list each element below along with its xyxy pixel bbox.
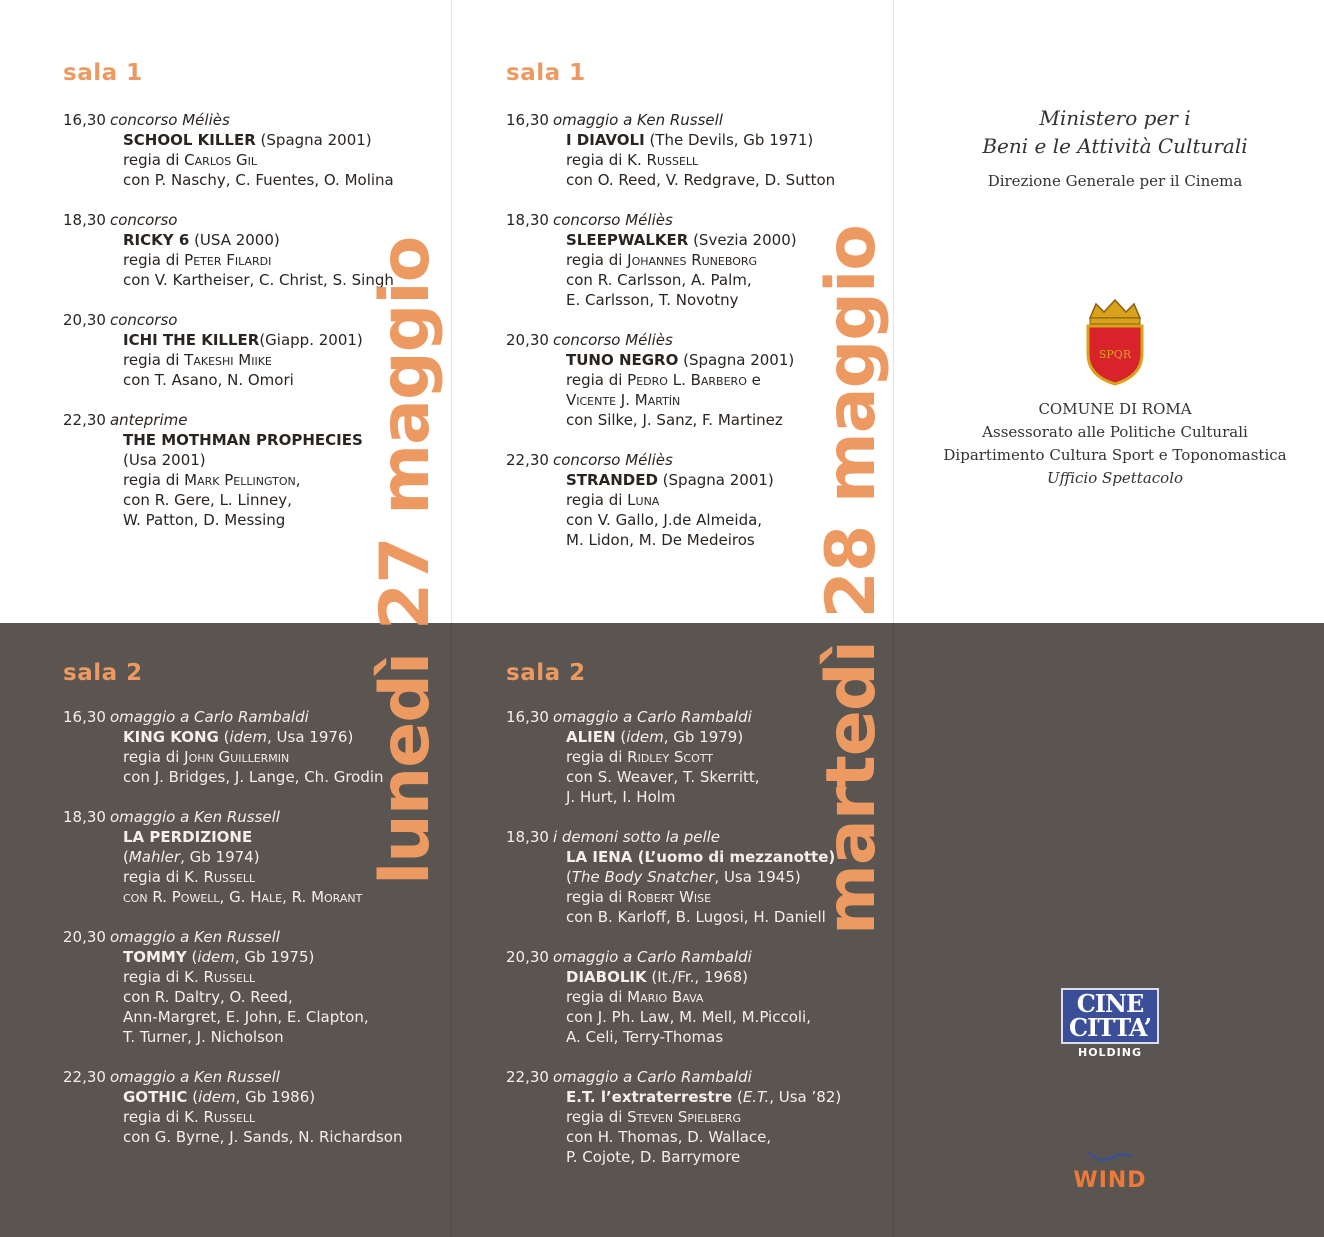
director-name: Takeshi Miike <box>184 351 272 369</box>
director-line <box>63 350 394 370</box>
director-name: K. Russell <box>184 968 256 986</box>
schedule-entry <box>63 807 402 907</box>
regia-label: regia di <box>123 748 185 766</box>
film-title: TUNO NEGRO <box>566 351 679 369</box>
film-info: (USA 2000) <box>189 231 280 249</box>
showtime: 18,30 <box>506 828 549 846</box>
director-joiner: e <box>746 371 761 389</box>
time-line <box>63 927 402 947</box>
film-title: I DIAVOLI <box>566 131 645 149</box>
director-name: Pedro L. Barbero <box>627 371 747 389</box>
regia-label: regia di <box>566 371 628 389</box>
film-info: , Usa 1976) <box>267 728 354 746</box>
wind-logo <box>1050 1148 1170 1193</box>
title-line <box>63 430 394 450</box>
showtime: 22,30 <box>63 411 106 429</box>
director-name: Luna <box>627 491 660 509</box>
cast-line: W. Patton, D. Messing <box>123 511 286 529</box>
film-info: (Spagna 2001) <box>255 131 372 149</box>
film-title: ICHI THE KILLER <box>123 331 260 349</box>
film-info: , Gb 1975) <box>234 948 315 966</box>
time-line <box>506 110 835 130</box>
cinecitta-line2: CITTA’ <box>1068 1013 1151 1042</box>
director-line <box>506 1107 841 1127</box>
regia-label: regia di <box>123 471 185 489</box>
title-line <box>506 130 835 150</box>
original-title: Mahler <box>128 848 181 866</box>
cast-line: con O. Reed, V. Redgrave, D. Sutton <box>566 171 836 189</box>
film-title: LA PERDIZIONE <box>123 828 253 846</box>
director-name: Steven Spielberg <box>627 1108 741 1126</box>
showtime: 16,30 <box>506 111 549 129</box>
film-title: LA IENA (L’uomo di mezzanotte) <box>566 848 836 866</box>
time-line <box>506 450 835 470</box>
event-label: omaggio a Carlo Rambaldi <box>552 948 752 966</box>
film-title: DIABOLIK <box>566 968 647 986</box>
title-line <box>63 230 394 250</box>
schedule-entry <box>506 1067 841 1167</box>
schedule-entry <box>506 330 835 430</box>
event-label: omaggio a Carlo Rambaldi <box>552 708 752 726</box>
original-info: , Gb 1974) <box>180 848 260 866</box>
film-info: (Spagna 2001) <box>678 351 795 369</box>
time-line <box>63 1067 402 1087</box>
film-info: , Gb 1979) <box>663 728 744 746</box>
time-line <box>63 110 394 130</box>
cast-line: con R. Powell, G. Hale, R. Morant <box>123 888 363 906</box>
ministero-line1: Ministero per i <box>1039 106 1191 130</box>
fold-line <box>893 0 894 1237</box>
regia-label: regia di <box>123 1108 185 1126</box>
title-line: TOMMY (idem, Gb 1975) <box>123 948 315 966</box>
regia-label: regia di <box>123 351 185 369</box>
showtime: 16,30 <box>63 708 106 726</box>
regia-label: regia di <box>566 151 628 169</box>
day1-vertical-label: lunedì 27 maggio <box>366 236 445 885</box>
cast-line: A. Celi, Terry-Thomas <box>566 1028 724 1046</box>
schedule-entry <box>63 707 402 787</box>
roma-crest-icon <box>1082 296 1148 386</box>
film-info: (Giapp. 2001) <box>259 331 363 349</box>
director-line <box>506 150 835 170</box>
title-line <box>506 847 841 867</box>
regia-label: regia di <box>566 491 628 509</box>
title-line <box>506 350 835 370</box>
cast-line: con Silke, J. Sanz, F. Martinez <box>566 411 783 429</box>
regia-label: regia di <box>566 988 628 1006</box>
comune-line2: Assessorato alle Politiche Culturali <box>982 423 1248 441</box>
cast-line: Ann-Margret, E. John, E. Clapton, <box>123 1008 369 1026</box>
schedule-entry <box>63 1067 402 1147</box>
director-line <box>506 250 835 270</box>
event-label: concorso Méliès <box>552 211 673 229</box>
event-label: omaggio a Ken Russell <box>109 928 280 946</box>
film-title: SCHOOL KILLER <box>123 131 256 149</box>
schedule-entry <box>63 310 394 390</box>
event-label: concorso Méliès <box>552 451 673 469</box>
film-info: , Usa ’82) <box>769 1088 842 1106</box>
original-info: , Usa 1945) <box>714 868 801 886</box>
regia-label: regia di <box>123 968 185 986</box>
director-name: Robert Wise <box>627 888 712 906</box>
ministero-logo <box>920 104 1310 190</box>
title-line: E.T. l’extraterrestre (E.T., Usa ’82) <box>566 1088 842 1106</box>
film-title: TOMMY <box>123 948 187 966</box>
schedule-day2-sala1 <box>506 110 835 570</box>
director-name: Peter Filardi <box>184 251 272 269</box>
event-label: omaggio a Ken Russell <box>552 111 723 129</box>
regia-label: regia di <box>123 151 185 169</box>
cast-line: con B. Karloff, B. Lugosi, H. Daniell <box>566 908 826 926</box>
showtime: 20,30 <box>63 311 106 329</box>
cast-line: J. Hurt, I. Holm <box>566 788 676 806</box>
event-label: omaggio a Carlo Rambaldi <box>552 1068 752 1086</box>
schedule-entry <box>63 410 394 530</box>
schedule-entry <box>63 110 394 190</box>
sala2-heading-day2: sala 2 <box>506 660 586 686</box>
cast-line: con R. Carlsson, A. Palm, <box>566 271 752 289</box>
ministero-line2: Beni e le Attività Culturali <box>982 134 1248 158</box>
time-line <box>506 1067 841 1087</box>
event-label: concorso <box>109 211 178 229</box>
cast-line: con T. Asano, N. Omori <box>123 371 294 389</box>
original-title: The Body Snatcher <box>571 868 715 886</box>
comune-roma-block <box>920 296 1310 490</box>
director-line <box>63 150 394 170</box>
event-label: omaggio a Carlo Rambaldi <box>109 708 309 726</box>
cast-line: con V. Gallo, J.de Almeida, <box>566 511 763 529</box>
showtime: 22,30 <box>506 451 549 469</box>
original-title-line: (The Body Snatcher, Usa 1945) <box>566 868 801 886</box>
sala1-heading-day1: sala 1 <box>63 60 143 86</box>
regia-label: regia di <box>123 868 185 886</box>
director-line <box>506 987 841 1007</box>
cast-line: E. Carlsson, T. Novotny <box>566 291 739 309</box>
showtime: 16,30 <box>506 708 549 726</box>
title-line <box>63 130 394 150</box>
comune-line4: Ufficio Spettacolo <box>1046 469 1184 487</box>
cast-line: con J. Bridges, J. Lange, Ch. Grodin <box>123 768 384 786</box>
director-line <box>63 470 394 490</box>
director-name-2: Vicente J. Martín <box>566 391 681 409</box>
schedule-day2-sala2 <box>506 707 841 1187</box>
title-line <box>506 230 835 250</box>
schedule-entry <box>63 210 394 290</box>
regia-label: regia di <box>123 251 185 269</box>
time-line <box>63 210 394 230</box>
film-title: GOTHIC <box>123 1088 188 1106</box>
director-name: Johannes Runeborg <box>627 251 758 269</box>
time-line <box>506 947 841 967</box>
wind-swoosh-icon <box>1085 1148 1135 1164</box>
showtime: 18,30 <box>63 808 106 826</box>
showtime: 20,30 <box>506 331 549 349</box>
time-line <box>63 310 394 330</box>
director-line <box>506 887 841 907</box>
regia-label: regia di <box>566 888 628 906</box>
event-label: concorso <box>109 311 178 329</box>
cinecitta-logo <box>1060 988 1160 1059</box>
event-label: concorso Méliès <box>109 111 230 129</box>
time-line <box>506 210 835 230</box>
showtime: 20,30 <box>63 928 106 946</box>
event-label: omaggio a Ken Russell <box>109 808 280 826</box>
film-info-italic: E.T. <box>742 1088 770 1106</box>
film-info: , Gb 1986) <box>235 1088 316 1106</box>
event-label: omaggio a Ken Russell <box>109 1068 280 1086</box>
film-info: (It./Fr., 1968) <box>646 968 748 986</box>
showtime: 22,30 <box>506 1068 549 1086</box>
director-name: K. Russell <box>627 151 699 169</box>
film-info: (The Devils, Gb 1971) <box>644 131 814 149</box>
sala1-heading-day2: sala 1 <box>506 60 586 86</box>
event-label: concorso Méliès <box>552 331 673 349</box>
director-line <box>63 250 394 270</box>
title-line <box>63 330 394 350</box>
regia-label: regia di <box>566 1108 628 1126</box>
film-title: E.T. l’extraterrestre <box>566 1088 733 1106</box>
cast-line: con S. Weaver, T. Skerritt, <box>566 768 760 786</box>
director-line <box>506 490 835 510</box>
film-info-italic: idem <box>229 728 268 746</box>
title-line: KING KONG (idem, Usa 1976) <box>123 728 354 746</box>
title-line <box>506 967 841 987</box>
regia-label: regia di <box>566 251 628 269</box>
cinecitta-line1: CINE <box>1076 989 1144 1018</box>
schedule-entry <box>506 210 835 310</box>
time-line <box>506 330 835 350</box>
schedule-day1-sala2 <box>63 707 402 1167</box>
film-title: SLEEPWALKER <box>566 231 689 249</box>
title-line: ALIEN (idem, Gb 1979) <box>566 728 744 746</box>
schedule-entry <box>506 450 835 550</box>
film-info-italic: idem <box>626 728 664 746</box>
showtime: 20,30 <box>506 948 549 966</box>
cast-line: con V. Kartheiser, C. Christ, S. Singh <box>123 271 394 289</box>
cast-line: P. Cojote, D. Barrymore <box>566 1148 741 1166</box>
day2-vertical-label: martedì 28 maggio <box>812 225 891 935</box>
sala2-heading-day1: sala 2 <box>63 660 143 686</box>
director-line <box>63 867 402 887</box>
title-line <box>506 470 835 490</box>
cast-line: con R. Daltry, O. Reed, <box>123 988 293 1006</box>
director-name: K. Russell <box>184 868 256 886</box>
director-line <box>506 370 835 390</box>
film-title: STRANDED <box>566 471 658 489</box>
regia-label: regia di <box>566 748 628 766</box>
cast-line: T. Turner, J. Nicholson <box>123 1028 284 1046</box>
director-name: K. Russell <box>184 1108 256 1126</box>
showtime: 22,30 <box>63 1068 106 1086</box>
time-line <box>63 410 394 430</box>
time-line <box>506 827 841 847</box>
director-name: Carlos Gil <box>184 151 257 169</box>
schedule-entry <box>506 110 835 190</box>
title-line: GOTHIC (idem, Gb 1986) <box>123 1088 316 1106</box>
showtime: 18,30 <box>63 211 106 229</box>
event-label: anteprime <box>109 411 188 429</box>
director-name: John Guillermin <box>184 748 290 766</box>
film-title: KING KONG <box>123 728 219 746</box>
schedule-entry <box>506 827 841 927</box>
film-info: (Svezia 2000) <box>688 231 797 249</box>
original-title-line: (Mahler, Gb 1974) <box>123 848 260 866</box>
director-line <box>506 747 841 767</box>
film-info-italic: idem <box>198 1088 236 1106</box>
cast-line: con P. Naschy, C. Fuentes, O. Molina <box>123 171 394 189</box>
director-line <box>63 1107 402 1127</box>
film-title: THE MOTHMAN PROPHECIES <box>123 431 363 449</box>
wind-label: WIND <box>1073 1168 1147 1193</box>
film-title: ALIEN <box>566 728 616 746</box>
director-line <box>63 747 402 767</box>
schedule-entry <box>506 707 841 807</box>
cast-line: con R. Gere, L. Linney, <box>123 491 292 509</box>
film-info-line: (Usa 2001) <box>123 451 206 469</box>
showtime: 16,30 <box>63 111 106 129</box>
fold-line <box>451 0 452 1237</box>
time-line <box>63 707 402 727</box>
cast-line: M. Lidon, M. De Medeiros <box>566 531 755 549</box>
comune-line3: Dipartimento Cultura Sport e Toponomastica <box>943 446 1287 464</box>
film-title: RICKY 6 <box>123 231 190 249</box>
crest-text: SPQR <box>1098 348 1132 361</box>
schedule-entry <box>506 947 841 1047</box>
film-info: (Spagna 2001) <box>657 471 774 489</box>
comune-line1: COMUNE DI ROMA <box>1038 400 1192 418</box>
film-info-italic: idem <box>197 948 235 966</box>
event-label: i demoni sotto la pelle <box>552 828 721 846</box>
cast-line: con H. Thomas, D. Wallace, <box>566 1128 772 1146</box>
time-line <box>63 807 402 827</box>
time-line <box>506 707 841 727</box>
schedule-day1-sala1 <box>63 110 394 550</box>
director-name: Mario Bava <box>627 988 704 1006</box>
showtime: 18,30 <box>506 211 549 229</box>
schedule-entry <box>63 927 402 1047</box>
cast-line: con G. Byrne, J. Sands, N. Richardson <box>123 1128 403 1146</box>
ministero-line3: Direzione Generale per il Cinema <box>987 172 1243 190</box>
director-line <box>63 967 402 987</box>
director-name: Mark Pellington, <box>184 471 301 489</box>
cast-line: con J. Ph. Law, M. Mell, M.Piccoli, <box>566 1008 811 1026</box>
director-name: Ridley Scott <box>627 748 713 766</box>
cinecitta-line3: HOLDING <box>1077 1046 1143 1059</box>
title-line <box>63 827 402 847</box>
